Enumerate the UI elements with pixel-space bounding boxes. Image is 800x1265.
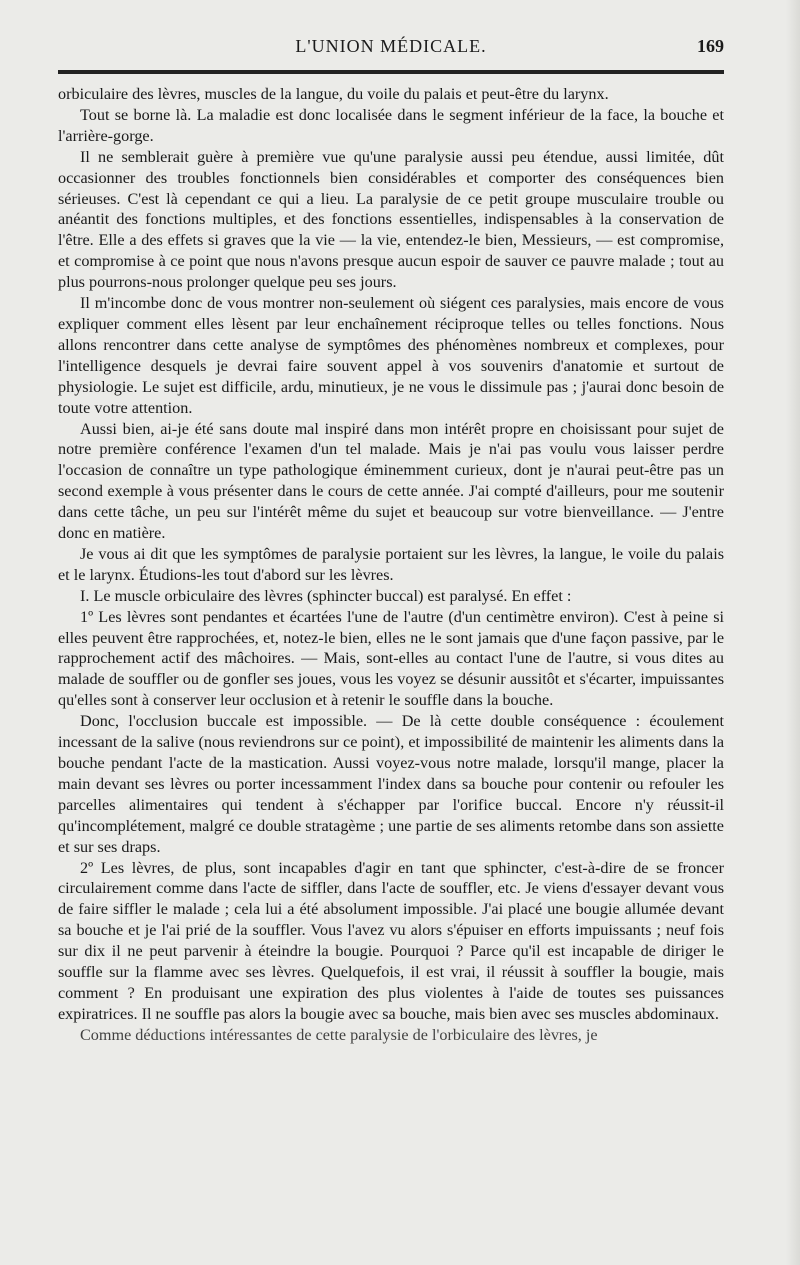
paragraph-6: Je vous ai dit que les symptômes de paralysie portaient sur les lèvres, la langue, le voile du palais et le larynx. Étudions-les tout d'abord sur les lèvres. — [58, 544, 724, 584]
paragraph-3: Il ne semblerait guère à première vue qu'une paralysie aussi peu étendue, aussi limitée, dût occasionner des troubles fonctionnels bien considérables et comporter des conséquences bien sérieuses. C'est là cependant ce qui a lieu. La paralysie de ce petit groupe musculaire trouble ou anéantit des fonctions multiples, et des fonctions essentielles, indispensables à la conservation de l'être. Elle a des effets si graves que la vie — la vie, entendez-le bien, Messieurs, — est compromise, et compromise à ce point que nous n'avons presque aucun espoir de sauver ce pauvre malade ; tout au plus pourrons-nous prolonger quelque peu ses jours. — [58, 147, 724, 292]
page-header — [58, 36, 724, 62]
page-number: 169 — [697, 36, 724, 56]
running-title: L'UNION MÉDICALE. — [295, 36, 487, 56]
body-text — [58, 84, 724, 1046]
paragraph-10: 2º Les lèvres, de plus, sont incapables d'agir en tant que sphincter, c'est-à-dire de se froncer circulairement comme dans l'acte de siffler, dans l'acte de souffler, etc. Je viens d'essayer devant vous de faire siffler le malade ; cela lui a été absolument impossible. J'ai placé une bougie allumée devant sa bouche et je l'ai prié de la souffler. Vous l'avez vu alors s'épuiser en efforts impuissants ; neuf fois sur dix il ne peut parvenir à éteindre la bougie. Pourquoi ? Parce qu'il est incapable de diriger le souffle sur la flamme avec ses lèvres. Quelquefois, il est vrai, il réussit à souffler la bougie, mais comment ? En produisant une expiration des plus violentes à l'aide de toutes ses puissances expiratrices. Il ne souffle pas alors la bougie avec sa bouche, mais bien avec ses muscles abdominaux. — [58, 858, 724, 1023]
paragraph-4: Il m'incombe donc de vous montrer non-seulement où siégent ces paralysies, mais encore de vous expliquer comment elles lèsent par leur enchaînement réciproque telles ou telles fonctions. Nous allons rencontrer dans cette analyse de symptômes des phénomènes nombreux et complexes, pour l'intelligence desquels je devrai faire souvent appel à vos souvenirs d'anatomie et surtout de physiologie. Le sujet est difficile, ardu, minutieux, je ne vous le dissimule pas ; j'aurai donc besoin de toute votre attention. — [58, 294, 724, 417]
paragraph-7: I. Le muscle orbiculaire des lèvres (sphincter buccal) est paralysé. En effet : — [80, 586, 572, 605]
header-rule — [58, 70, 724, 74]
paragraph-2: Tout se borne là. La maladie est donc localisée dans le segment inférieur de la face, la bouche et l'arrière-gorge. — [58, 105, 724, 145]
paragraph-11: Comme déductions intéressantes de cette paralysie de l'orbiculaire des lèvres, je — [80, 1025, 598, 1044]
paragraph-8: 1º Les lèvres sont pendantes et écartées l'une de l'autre (d'un centimètre environ). C'est à peine si elles peuvent être rapprochées, et, notez-le bien, elles ne le sont jamais que d'une façon passive, par le rapprochement actif des mâchoires. — Mais, sont-elles au contact l'une de l'autre, si vous dites au malade de souffler ou de gonfler ses joues, vous les voyez se désunir aussitôt et s'écarter, impuissantes qu'elles sont à conserver leur occlusion et à retenir le souffle dans la bouche. — [58, 607, 724, 710]
paragraph-1: orbiculaire des lèvres, muscles de la langue, du voile du palais et peut-être du larynx. — [58, 85, 609, 103]
paragraph-9: Donc, l'occlusion buccale est impossible. — De là cette double conséquence : écoulement incessant de la salive (nous reviendrons sur ce point), et impossibilité de maintenir les aliments dans la bouche pendant l'acte de la mastication. Aussi voyez-vous notre malade, lorsqu'il mange, placer la main devant ses lèvres ou porter incessamment l'index dans sa bouche pour contenir ou refouler les parcelles alimentaires qui tendent à s'échapper par l'orifice buccal. Encore n'y réussit-il qu'incomplétement, malgré ce double stratagème ; une partie de ses aliments retombe dans son assiette et sur ses draps. — [58, 712, 724, 856]
paragraph-5: Aussi bien, ai-je été sans doute mal inspiré dans mon intérêt propre en choisissant pour sujet de notre première conférence l'examen d'un tel malade. Mais je n'ai pas voulu vous laisser perdre l'occasion de connaître un type pathologique éminemment curieux, dont je n'aurai peut-être pas un second exemple à vous présenter dans le cours de cette année. J'ai compté d'ailleurs, pour me soutenir dans cette tâche, un peu sur l'intérêt même du sujet et beaucoup sur votre bienveillance. — J'entre donc en matière. — [58, 419, 724, 543]
